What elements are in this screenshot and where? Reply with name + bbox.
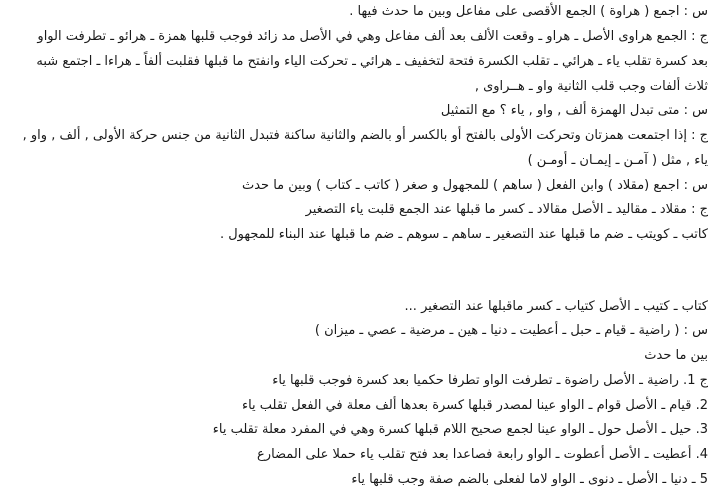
question-4: س : ( راضية ـ قيام ـ حبل ـ أعطيت ـ دنيا ـ هين ـ مرضية ـ عصي ـ ميزان ): [314, 323, 708, 338]
answer-2-line-1: ج : إذا اجتمعت همزتان وتحركت الأولى بالفتح أو بالكسر أو بالضم والثانية ساكنة فتبدل الثانية من جنس حركة الأولى , ألف , واو ,: [22, 128, 708, 143]
answer-3-line-3: كتاب ـ كتيب ـ الأصل كتياب ـ كسر ماقبلها عند التصغير ...: [404, 299, 708, 314]
answer-1-line-2: بعد كسرة تقلب ياء ـ هرائي ـ تقلب الكسرة فتحة لتخفيف ـ هرائي ـ تحركت الياء وانفتح ما قبلها فقلبت ألفاً ـ هراءا ـ اجتمع شبه: [36, 54, 708, 69]
answer-2-line-2: ياء , مثل ( آمـن ـ إيمـان ـ أومـن ): [527, 153, 708, 168]
answer-4-item-2: 2. قيام ـ الأصل قوام ـ الواو عينا لمصدر قبلها كسرة بعدها ألف معلة في الفعل تقلب ياء: [241, 398, 708, 413]
question-1: س : اجمع ( هراوة ) الجمع الأقصى على مفاعل وبين ما حدث فيها .: [349, 4, 708, 19]
question-3: س : اجمع (مقلاد ) وابن الفعل ( ساهم ) للمجهول و صغر ( كاتب ـ كتاب ) وبين ما حدث: [241, 178, 708, 193]
answer-1-line-1: ج : الجمع هراوى الأصل ـ هراو ـ وقعت الألف بعد ألف مفاعل وهي في الأصل مد زائد فوجب قلبها همزة ـ هرائو ـ تطرفت الواو: [37, 29, 708, 44]
answer-3-line-2: كاتب ـ كويتب ـ ضم ما قبلها عند التصغير ـ ساهم ـ سوهم ـ ضم ما قبلها عند البناء للمجهول .: [219, 227, 708, 242]
question-4-prompt: بين ما حدث: [644, 348, 708, 363]
answer-4-item-4: 4. أعطيت ـ الأصل أعطوت ـ الواو رابعة فصاعدا بعد فتح تقلب ياء حملا على المضارع: [257, 447, 708, 462]
answer-1-line-3: ثلاث ألفات وجب قلب الثانية واو ـ هــراوى ,: [474, 79, 708, 94]
answer-4-item-1: ج 1. راضية ـ الأصل راضوة ـ تطرفت الواو تطرفا حكميا بعد كسرة فوجب قلبها ياء: [272, 373, 708, 388]
answer-3-line-1: ج : مقلاد ـ مقاليد ـ الأصل مقالاد ـ كسر ما قبلها عند الجمع قلبت ياء التصغير: [305, 202, 708, 217]
question-2: س : متى تبدل الهمزة ألف , واو , ياء ؟ مع التمثيل: [440, 103, 708, 118]
answer-4-item-3: 3. حيل ـ الأصل حول ـ الواو عينا لجمع صحيح اللام قبلها كسرة وهي في المفرد معلة تقلب ياء: [212, 422, 708, 437]
answer-4-item-5: 5 ـ دنيا ـ الأصل ـ دنوى ـ الواو لاما لفعلى بالضم صفة وجب قلبها ياء: [351, 472, 708, 487]
